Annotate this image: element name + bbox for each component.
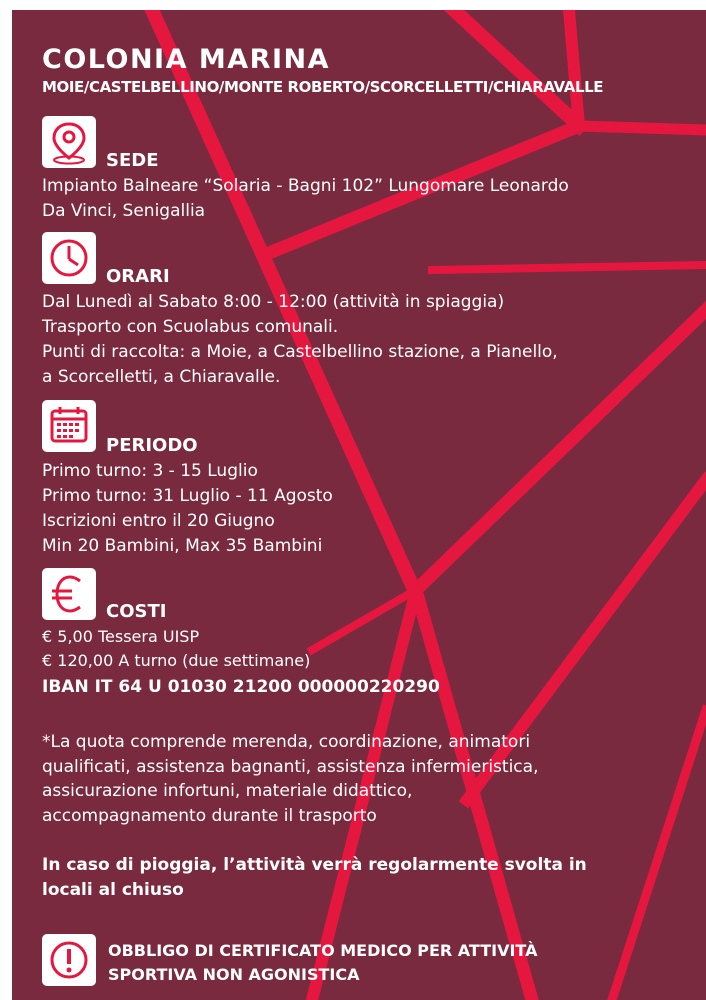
sede-text bbox=[42, 174, 569, 224]
quota-note bbox=[42, 730, 538, 828]
note-line: assicurazione infortuni, materiale didattico, bbox=[42, 781, 413, 801]
obbligo-line: OBBLIGO DI CERTIFICATO MEDICO PER ATTIVITÀ bbox=[108, 941, 538, 960]
note-line: accompagnamento durante il trasporto bbox=[42, 805, 377, 826]
content bbox=[12, 10, 706, 1000]
flyer-panel bbox=[12, 10, 706, 1000]
certificate-requirement bbox=[108, 939, 537, 987]
periodo-line: Primo turno: 3 - 15 Luglio bbox=[42, 461, 258, 481]
periodo-line: Primo turno: 31 Luglio - 11 Agosto bbox=[42, 486, 333, 506]
orari-line: Punti di raccolta: a Moie, a Castelbellino stazione, a Pianello, bbox=[42, 342, 558, 362]
location-pin-icon bbox=[42, 116, 96, 168]
page-subtitle: MOIE/CASTELBELLINO/MONTE ROBERTO/SCORCELLETTI/CHIARAVALLE bbox=[42, 78, 604, 96]
note-line: *La quota comprende merenda, coordinazione, animatori bbox=[42, 732, 531, 752]
iban: IBAN IT 64 U 01030 21200 000000220290 bbox=[42, 677, 440, 697]
rain-warning bbox=[42, 853, 587, 903]
periodo-label: PERIODO bbox=[106, 435, 198, 456]
sede-line: Da Vinci, Senigallia bbox=[42, 201, 206, 221]
note-line: qualificati, assistenza bagnanti, assistenza infermieristica, bbox=[42, 756, 539, 777]
sede-line: Impianto Balneare “Solaria - Bagni 102” Lungomare Leonardo bbox=[42, 176, 569, 196]
orari-text bbox=[42, 290, 558, 390]
costi-line: € 5,00 Tessera UISP bbox=[42, 627, 200, 646]
orari-line: Trasporto con Scuolabus comunali. bbox=[42, 317, 339, 337]
costi-label: COSTI bbox=[106, 601, 167, 622]
orari-label: ORARI bbox=[106, 266, 170, 287]
orari-line: a Scorcelletti, a Chiaravalle. bbox=[42, 367, 281, 387]
periodo-line: Min 20 Bambini, Max 35 Bambini bbox=[42, 536, 323, 556]
page-title: COLONIA MARINA bbox=[42, 44, 330, 75]
costi-line: € 120,00 A turno (due settimane) bbox=[42, 651, 311, 670]
euro-icon bbox=[42, 568, 96, 620]
orari-line: Dal Lunedì al Sabato 8:00 - 12:00 (attività in spiaggia) bbox=[42, 292, 505, 312]
clock-icon bbox=[42, 232, 96, 284]
periodo-text bbox=[42, 459, 333, 559]
sede-label: SEDE bbox=[106, 150, 159, 171]
obbligo-line: SPORTIVA NON AGONISTICA bbox=[108, 965, 360, 984]
calendar-icon bbox=[42, 400, 96, 452]
periodo-line: Iscrizioni entro il 20 Giugno bbox=[42, 511, 275, 531]
costi-text bbox=[42, 625, 310, 673]
alert-icon bbox=[42, 934, 96, 986]
warning-line: In caso di pioggia, l’attività verrà regolarmente svolta in bbox=[42, 855, 587, 875]
warning-line: locali al chiuso bbox=[42, 880, 184, 900]
